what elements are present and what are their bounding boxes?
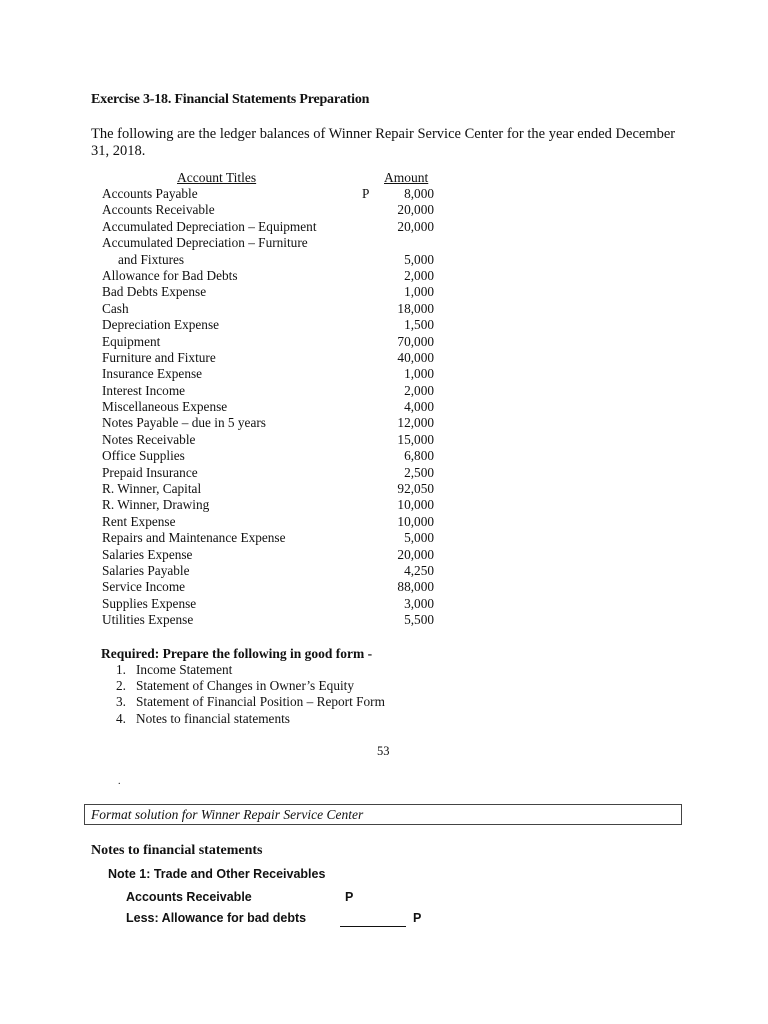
required-item — [116, 711, 385, 727]
required-label: Required: Prepare the following in good form - — [101, 646, 373, 661]
account-amount: 1,000 — [404, 284, 434, 300]
account-amount: 18,000 — [397, 300, 434, 316]
account-amount: 5,000 — [404, 530, 434, 546]
account-title: Interest Income — [102, 382, 186, 398]
account-amount: 4,250 — [404, 562, 434, 578]
account-amount: 5,500 — [404, 612, 434, 628]
account-amount: 10,000 — [397, 497, 434, 513]
account-title: Notes Receivable — [102, 431, 196, 447]
required-list — [116, 662, 385, 727]
ledger-row — [102, 579, 442, 595]
format-solution-box: Format solution for Winner Repair Service Center — [84, 804, 682, 825]
required-item-text: Statement of Changes in Owner’s Equity — [136, 678, 355, 694]
account-amount: 2,000 — [404, 267, 434, 283]
account-title: Repairs and Maintenance Expense — [102, 530, 286, 546]
ledger-row — [102, 268, 442, 284]
ledger-table — [102, 170, 442, 629]
account-title: R. Winner, Drawing — [102, 497, 210, 513]
required-item-number: 4. — [116, 710, 126, 726]
ledger-row — [102, 399, 442, 415]
required-item-text: Statement of Financial Position – Report Form — [136, 694, 385, 710]
ledger-row — [102, 547, 442, 563]
ledger-row — [102, 350, 442, 366]
account-title: Furniture and Fixture — [102, 349, 216, 365]
account-title: Office Supplies — [102, 448, 185, 464]
account-title: Prepaid Insurance — [102, 464, 198, 480]
required-item — [116, 662, 385, 678]
ledger-row — [102, 415, 442, 431]
ledger-row — [102, 366, 442, 382]
ledger-row — [102, 481, 442, 497]
account-title: Miscellaneous Expense — [102, 399, 228, 415]
ledger-row — [102, 465, 442, 481]
ledger-row — [102, 383, 442, 399]
account-amount: 2,500 — [404, 464, 434, 480]
account-title: Bad Debts Expense — [102, 284, 207, 300]
account-amount: 70,000 — [397, 333, 434, 349]
account-amount: 40,000 — [397, 349, 434, 365]
account-title: Cash — [102, 300, 129, 316]
allowance-label: Less: Allowance for bad debts — [126, 911, 307, 925]
accounts-receivable-label: Accounts Receivable — [126, 890, 252, 904]
account-amount: 92,050 — [397, 481, 434, 497]
account-title: Equipment — [102, 333, 161, 349]
account-title: Salaries Payable — [102, 562, 190, 578]
ledger-row — [102, 219, 442, 235]
account-amount: 3,000 — [404, 595, 434, 611]
account-titles-header: Account Titles — [177, 170, 257, 185]
note1-title: Note 1: Trade and Other Receivables — [108, 867, 326, 881]
account-amount: 1,500 — [404, 317, 434, 333]
account-title: R. Winner, Capital — [102, 481, 202, 497]
ledger-row — [102, 284, 442, 300]
ledger-row — [102, 612, 442, 628]
ledger-row — [102, 432, 442, 448]
account-title: and Fixtures — [118, 251, 185, 267]
account-title: Accumulated Depreciation – Equipment — [102, 218, 317, 234]
account-amount: 20,000 — [397, 202, 434, 218]
account-amount: 20,000 — [397, 546, 434, 562]
required-item-text: Notes to financial statements — [136, 710, 290, 726]
accounts-receivable-currency: P — [345, 890, 354, 904]
ledger-row — [102, 186, 442, 202]
account-title: Depreciation Expense — [102, 317, 220, 333]
ledger-row — [102, 235, 442, 251]
account-title: Accounts Receivable — [102, 202, 215, 218]
answer-blank-line — [340, 926, 406, 927]
required-item-number: 2. — [116, 678, 126, 694]
account-amount: 1,000 — [404, 366, 434, 382]
account-amount: 2,000 — [404, 382, 434, 398]
ledger-row — [102, 596, 442, 612]
ledger-row — [102, 563, 442, 579]
currency-symbol: P — [362, 186, 370, 201]
ledger-row — [102, 317, 442, 333]
required-item — [116, 694, 385, 710]
account-title: Rent Expense — [102, 513, 176, 529]
account-title: Accounts Payable — [102, 186, 198, 201]
ledger-row — [102, 252, 442, 268]
required-item-text: Income Statement — [136, 662, 233, 677]
ledger-row — [102, 448, 442, 464]
ledger-row — [102, 514, 442, 530]
ledger-row — [102, 334, 442, 350]
page-number: 53 — [377, 744, 390, 758]
account-amount: 88,000 — [397, 579, 434, 595]
ledger-row — [102, 301, 442, 317]
account-amount: 4,000 — [404, 399, 434, 415]
exercise-title: Exercise 3-18. Financial Statements Preparation — [91, 92, 370, 107]
account-amount: 15,000 — [397, 431, 434, 447]
account-title: Service Income — [102, 579, 186, 595]
ledger-rows — [102, 186, 442, 629]
account-amount: 5,000 — [404, 251, 434, 267]
ledger-row — [102, 202, 442, 218]
account-title: Utilities Expense — [102, 612, 194, 628]
account-amount: 10,000 — [397, 513, 434, 529]
account-amount: 6,800 — [404, 448, 434, 464]
exercise-intro: The following are the ledger balances of Winner Repair Service Center for the year ended December 31, 2018. — [91, 126, 676, 159]
account-amount: 12,000 — [397, 415, 434, 431]
required-item-number: 1. — [116, 662, 126, 677]
amount-header: Amount — [384, 170, 429, 185]
stray-mark: . — [118, 776, 121, 787]
account-title: Notes Payable – due in 5 years — [102, 415, 266, 431]
account-amount: 8,000 — [404, 186, 434, 201]
account-title: Allowance for Bad Debts — [102, 267, 238, 283]
account-title: Accumulated Depreciation – Furniture — [102, 235, 308, 251]
ledger-row — [102, 497, 442, 513]
account-title: Salaries Expense — [102, 546, 193, 562]
account-title: Insurance Expense — [102, 366, 203, 382]
required-item — [116, 678, 385, 694]
account-amount: 20,000 — [397, 218, 434, 234]
allowance-currency: P — [413, 911, 422, 925]
account-title: Supplies Expense — [102, 595, 197, 611]
ledger-header — [102, 170, 442, 186]
required-item-number: 3. — [116, 694, 126, 710]
notes-title: Notes to financial statements — [91, 843, 263, 858]
ledger-row — [102, 530, 442, 546]
